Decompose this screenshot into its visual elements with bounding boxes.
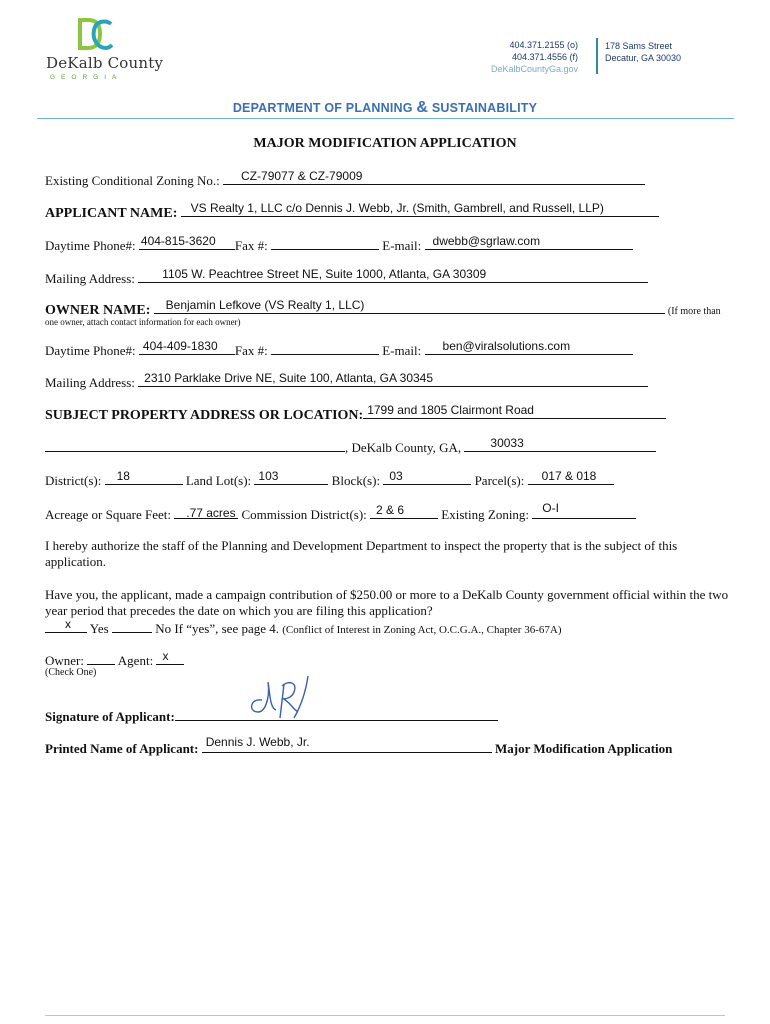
campaign-answer-row — [45, 617, 562, 637]
applicant-row — [45, 201, 659, 222]
zip-value: 30033 — [490, 436, 524, 450]
zoning-value: CZ-79077 & CZ-79009 — [241, 169, 363, 183]
subject-row — [45, 403, 666, 424]
form-title: MAJOR MODIFICATION APPLICATION — [253, 136, 517, 151]
department-heading — [0, 99, 770, 117]
street-address: 178 Sams Street — [605, 41, 673, 51]
applicant-phone-value: 404-815-3620 — [140, 234, 216, 248]
owner-note-a: (If more than — [667, 306, 721, 317]
county-label: , DeKalb County, GA, — [345, 440, 462, 455]
applicant-mailing-label: Mailing Address: — [45, 271, 135, 286]
district-field[interactable] — [105, 469, 183, 485]
zoning-label: Existing Conditional Zoning No.: — [45, 173, 220, 188]
owner-mailing-field[interactable] — [138, 371, 648, 387]
role-agent-field[interactable] — [156, 649, 184, 665]
role-owner-label: Owner: — [45, 653, 84, 668]
office-phone: 404.371.2155 (o) — [509, 40, 578, 50]
printed-name-row — [45, 735, 673, 757]
applicant-fax-label: Fax #: — [234, 238, 268, 253]
fax-phone: 404.371.4556 (f) — [511, 52, 578, 62]
website-link[interactable]: DeKalbCountyGa.gov — [490, 64, 578, 74]
subject-field[interactable] — [363, 403, 666, 419]
yes-checkbox-field[interactable] — [45, 617, 87, 633]
owner-field[interactable] — [154, 298, 665, 314]
block-field[interactable] — [383, 469, 471, 485]
yes-label: Yes — [89, 621, 109, 636]
block-value: 03 — [389, 469, 403, 483]
authorize-paragraph: I hereby authorize the staff of the Planning and Development Department to inspect the property that is the subject of this application. — [45, 538, 678, 569]
owner-email-field[interactable] — [425, 339, 633, 355]
dc-logo-icon — [78, 18, 114, 52]
existing-zoning-label: Existing Zoning: — [441, 507, 530, 522]
applicant-mailing-row — [45, 267, 648, 287]
applicant-mailing-value: 1105 W. Peachtree Street NE, Suite 1000, Atlanta, GA 30309 — [162, 267, 487, 281]
parcel-field[interactable] — [528, 469, 614, 485]
applicant-email-value: dwebb@sgrlaw.com — [432, 234, 541, 248]
applicant-field[interactable] — [181, 201, 659, 217]
owner-phone-field[interactable] — [139, 339, 235, 355]
dept-part2: SUSTAINABILITY — [431, 101, 538, 115]
zoning-field[interactable] — [223, 169, 645, 185]
conflict-note: (Conflict of Interest in Zoning Act, O.C.G.A., Chapter 36-67A) — [282, 624, 562, 636]
applicant-phone-label: Daytime Phone#: — [45, 238, 136, 253]
owner-email-label: E-mail: — [382, 343, 422, 358]
zoning-row — [45, 169, 645, 189]
dept-part1: DEPARTMENT OF PLANNING — [232, 101, 413, 115]
county-row — [45, 436, 656, 456]
printed-name-field[interactable] — [202, 735, 492, 753]
signature-field[interactable] — [175, 708, 498, 721]
dept-amp: & — [416, 99, 429, 116]
owner-contact-row — [45, 339, 633, 359]
subject-value: 1799 and 1805 Clairmont Road — [367, 403, 534, 417]
acreage-row — [45, 501, 636, 523]
signature-row — [45, 708, 498, 725]
contact-phones — [491, 39, 578, 75]
existing-zoning-field[interactable] — [532, 501, 636, 519]
applicant-mailing-field[interactable] — [138, 267, 648, 283]
footer-rule — [45, 1015, 725, 1016]
applicant-fax-field[interactable] — [271, 237, 379, 250]
owner-label: OWNER NAME: — [45, 303, 151, 318]
applicant-email-field[interactable] — [425, 234, 633, 250]
owner-fax-field[interactable] — [271, 342, 379, 355]
dekalb-county-logo — [46, 18, 164, 84]
parcel-row — [45, 469, 614, 489]
block-label: Block(s): — [331, 473, 381, 488]
printed-name-value: Dennis J. Webb, Jr. — [205, 735, 310, 749]
role-agent-label: Agent: — [117, 653, 154, 668]
signature-label: Signature of Applicant: — [45, 709, 175, 724]
owner-note-b: one owner, attach contact information for each owner) — [45, 317, 241, 327]
role-owner-field[interactable] — [87, 652, 115, 665]
acreage-value: .77 acres — [186, 506, 236, 520]
subject-label: SUBJECT PROPERTY ADDRESS OR LOCATION: — [45, 408, 364, 423]
campaign-question: Have you, the applicant, made a campaign contribution of $250.00 or more to a DeKalb County government official within the two year period that precedes the date on which you are filing this application? — [45, 587, 729, 618]
landlot-field[interactable] — [254, 469, 328, 485]
role-agent-mark: x — [162, 649, 169, 663]
header-rule — [37, 118, 734, 119]
commission-field[interactable] — [370, 503, 438, 519]
applicant-email-label: E-mail: — [382, 238, 422, 253]
footer-form-title: Major Modification Application — [494, 741, 673, 756]
yes-mark: x — [65, 617, 71, 631]
owner-phone-value: 404-409-1830 — [142, 339, 218, 353]
owner-mailing-label: Mailing Address: — [45, 375, 135, 390]
city-address: Decatur, GA 30030 — [605, 53, 682, 63]
no-checkbox-field[interactable] — [112, 620, 152, 633]
landlot-value: 103 — [258, 469, 279, 483]
owner-email-value: ben@viralsolutions.com — [442, 339, 571, 353]
parcel-value: 017 & 018 — [541, 469, 597, 483]
applicant-phone-field[interactable] — [139, 234, 235, 250]
contact-address — [605, 40, 681, 64]
contact-divider — [596, 38, 598, 74]
commission-value: 2 & 6 — [376, 503, 405, 517]
applicant-value: VS Realty 1, LLC c/o Dennis J. Webb, Jr. (Smith, Gambrell, and Russell, LLP) — [190, 201, 604, 215]
owner-phone-label: Daytime Phone#: — [45, 343, 136, 358]
owner-mailing-row — [45, 371, 648, 391]
no-label: No If “yes”, see page 4. — [155, 621, 280, 636]
check-one-note: (Check One) — [45, 667, 97, 678]
landlot-label: Land Lot(s): — [185, 473, 252, 488]
district-value: 18 — [116, 469, 130, 483]
owner-fax-label: Fax #: — [234, 343, 268, 358]
district-label: District(s): — [45, 473, 102, 488]
acreage-field[interactable] — [174, 506, 238, 519]
applicant-label: APPLICANT NAME: — [45, 206, 178, 221]
logo-state-text: GEORGIA — [50, 74, 123, 81]
logo-county-text: DeKalb County — [46, 54, 164, 72]
printed-name-label: Printed Name of Applicant: — [45, 741, 199, 756]
existing-zoning-value: O-I — [542, 501, 559, 515]
parcel-label: Parcel(s): — [474, 473, 525, 488]
applicant-contact-row — [45, 234, 633, 254]
owner-mailing-value: 2310 Parklake Drive NE, Suite 100, Atlanta, GA 30345 — [144, 371, 434, 385]
commission-label: Commission District(s): — [241, 507, 367, 522]
owner-value: Benjamin Lefkove (VS Realty 1, LLC) — [165, 298, 365, 312]
acreage-label: Acreage or Square Feet: — [45, 507, 171, 522]
subject-line2-field[interactable] — [45, 439, 345, 452]
zip-field[interactable] — [464, 436, 656, 452]
